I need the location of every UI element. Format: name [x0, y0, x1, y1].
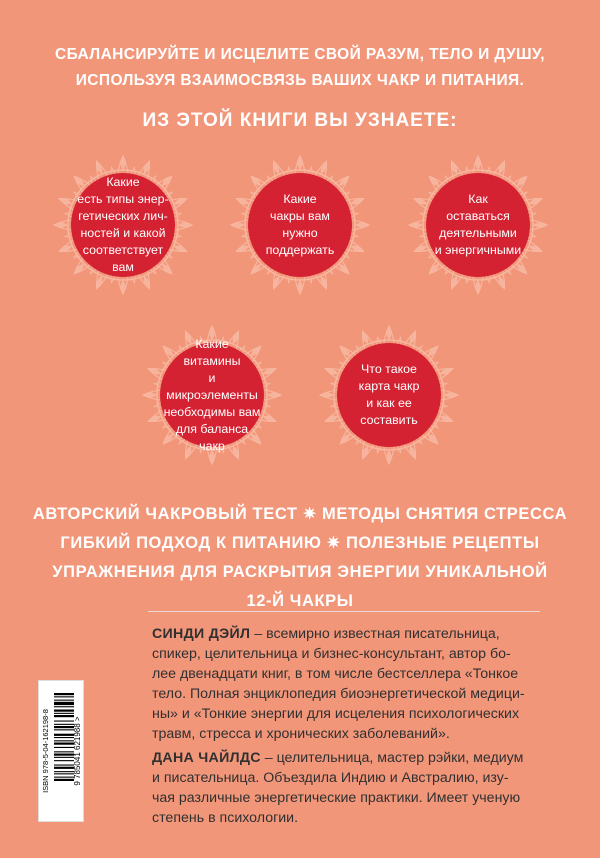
features-line-2: ГИБКИЙ ПОДХОД К ПИТАНИЮ ✷ ПОЛЕЗНЫЕ РЕЦЕПТЫ [60, 534, 540, 552]
medallion-text: Какие чакры вам нужно поддержать [265, 192, 335, 257]
features-line-3: УПРАЖНЕНИЯ ДЛЯ РАСКРЫТИЯ ЭНЕРГИИ УНИКАЛЬНОЙ [52, 563, 548, 581]
isbn-barcode [38, 680, 84, 822]
author-bio-2: ДАНА ЧАЙЛДС – целительница, мастер рэйки, медиум и писательница. Объездила Индию и Австралию, изу- чая различные энергетические практики. Имеет ученую степень в психологии. [152, 750, 524, 826]
intro-line-2: ИСПОЛЬЗУЯ ВЗАИМОСВЯЗЬ ВАШИХ ЧАКР И ПИТАНИЯ. [75, 72, 525, 89]
star-icon: ✷ [302, 506, 317, 523]
medallion-text: Какие есть типы энер- гетических лич- ностей и какой соответствует вам [77, 175, 169, 274]
isbn-text: ISBN 978-5-04-162198-8 [41, 709, 50, 793]
medallion-stay-active [403, 150, 553, 300]
star-icon: ✷ [326, 535, 341, 552]
features-list [0, 500, 600, 616]
author-bio-1: СИНДИ ДЭЙЛ – всемирно известная писательница, спикер, целительница и бизнес-консультант, автор бо- лее двенадцати книг, в том числе бестселлера «Тонкое тело. Полная энциклопедия биоэнергетической медици- ны» и «Тонкие энергии для исцеления психологических травм, стресса и хронических заболеваний». [152, 626, 525, 742]
features-line-4: 12-Й ЧАКРЫ [246, 592, 354, 610]
features-line-1: АВТОРСКИЙ ЧАКРОВЫЙ ТЕСТ ✷ МЕТОДЫ СНЯТИЯ СТРЕССА [32, 505, 568, 523]
learn-heading: ИЗ ЭТОЙ КНИГИ ВЫ УЗНАЕТЕ: [142, 110, 458, 131]
medallion-chakra-map [314, 320, 464, 470]
medallion-chakras-support [225, 150, 375, 300]
intro-line-1: СБАЛАНСИРУЙТЕ И ИСЦЕЛИТЕ СВОЙ РАЗУМ, ТЕЛО И ДУШУ, [54, 46, 546, 63]
barcode-digits: 9 785041 621988 > [73, 716, 82, 786]
medallion-text: Какие витамины и микроэлементы необходимы вам для баланса чакр [163, 336, 261, 453]
divider-line [148, 611, 540, 612]
barcode-graphic [39, 681, 83, 821]
medallion-vitamins [137, 320, 287, 470]
medallion-personality-types [48, 150, 198, 300]
medallion-text: Что такое карта чакр и как ее составить [358, 362, 420, 427]
author-name: СИНДИ ДЭЙЛ [152, 626, 251, 642]
author-name: ДАНА ЧАЙЛДС [152, 750, 261, 766]
medallion-text: Как оставаться деятельными и энергичными [434, 192, 522, 257]
intro-text [0, 42, 600, 94]
